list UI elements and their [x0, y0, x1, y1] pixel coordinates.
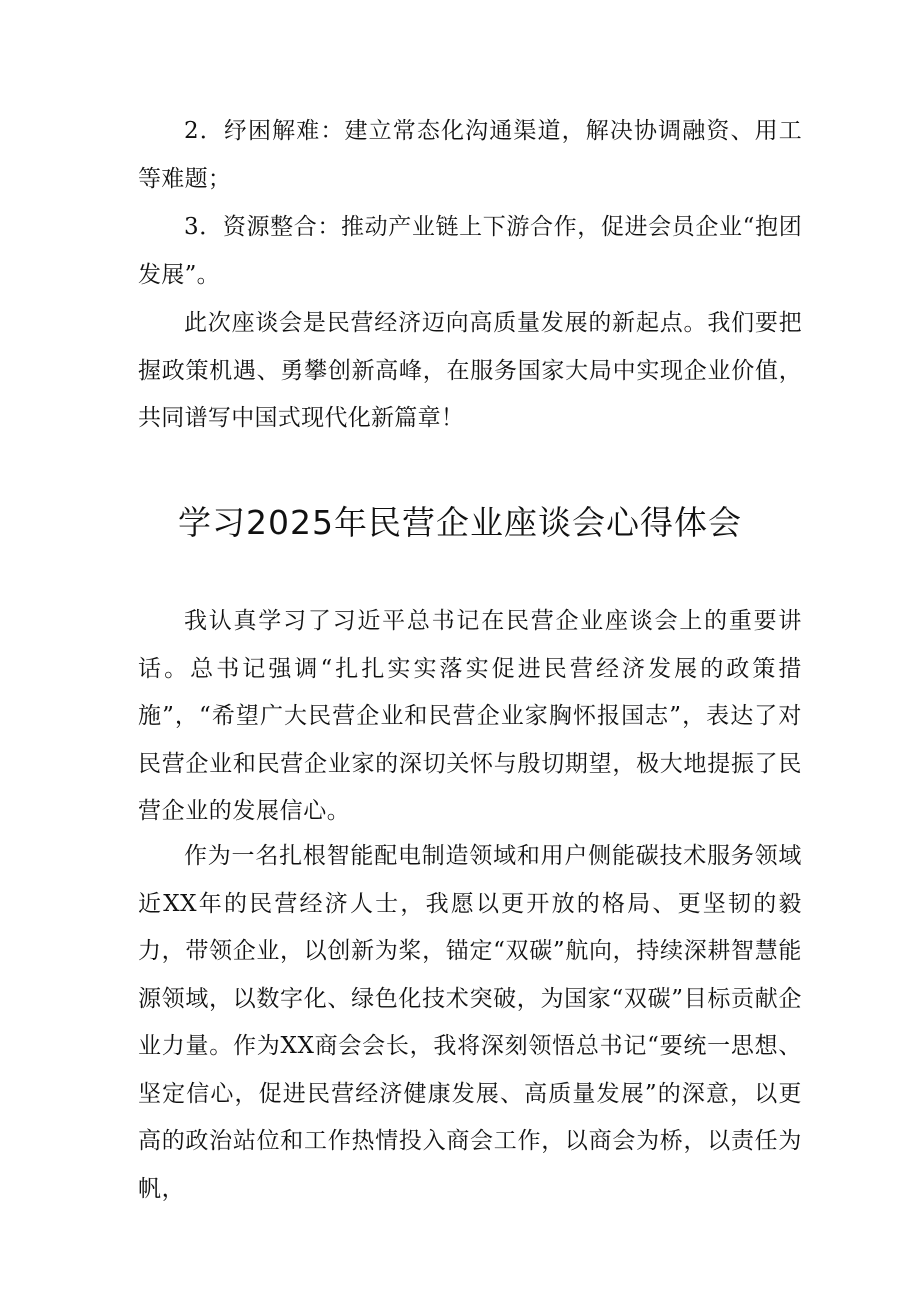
- paragraph-item-3: 3．资源整合：推动产业链上下游合作，促进会员企业“抱团发展”。: [138, 214, 802, 288]
- document-title: 学习2025年民营企业座谈会心得体会: [178, 503, 742, 542]
- paragraph-item-2: 2．纾困解难：建立常态化沟通渠道，解决协调融资、用工等难题；: [138, 118, 802, 192]
- paragraph-body-2: 作为一名扎根智能配电制造领域和用户侧能碳技术服务领域近XX年的民营经济人士，我愿以更开放的格局、更坚韧的毅力，带领企业，以创新为桨，锚定“双碳”航向，持续深耕智慧能源领域，以数字化、绿色化技术突破，为国家“双碳”目标贡献企业力量。作为XX商会会长，我将深刻领悟总书记“要统一思想、坚定信心，促进民营经济健康发展、高质量发展”的深意，以更高的政治站位和工作热情投入商会工作，以商会为桥，以责任为帆，: [138, 843, 802, 1202]
- paragraph-conclusion: 此次座谈会是民营经济迈向高质量发展的新起点。我们要把握政策机遇、勇攀创新高峰，在服务国家大局中实现企业价值，共同谱写中国式现代化新篇章！: [138, 310, 802, 431]
- paragraph-body-1: 我认真学习了习近平总书记在民营企业座谈会上的重要讲话。总书记强调“扎扎实实落实促进民营经济发展的政策措施”，“希望广大民营企业和民营企业家胸怀报国志”，表达了对民营企业和民营企业家的深切关怀与殷切期望，极大地提振了民营企业的发展信心。: [138, 608, 802, 824]
